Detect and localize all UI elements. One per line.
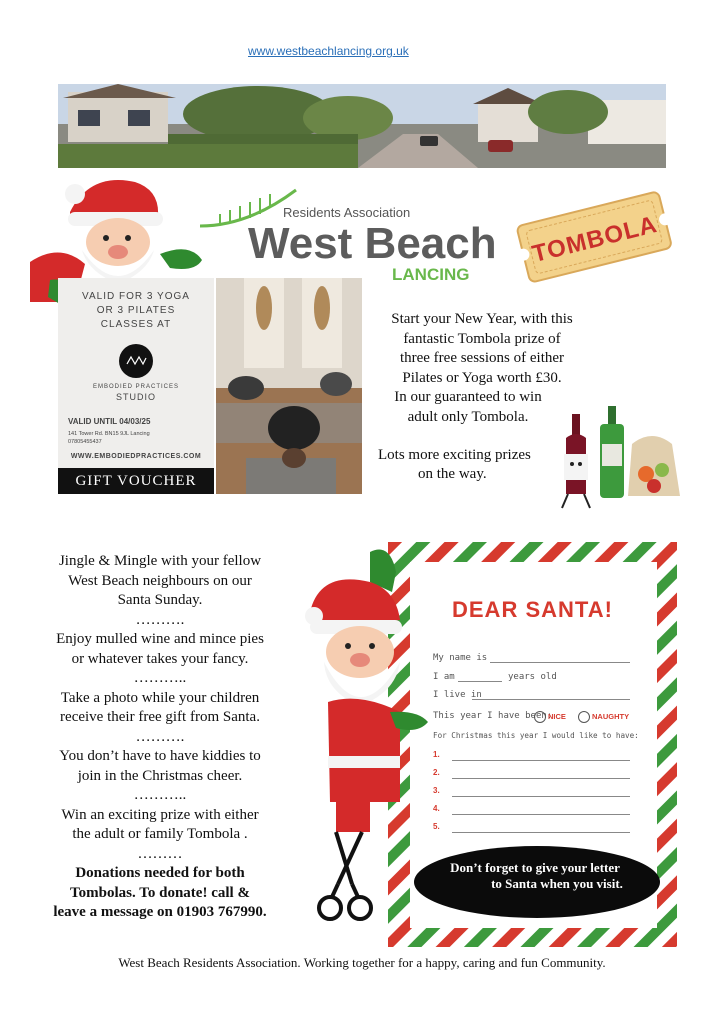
event-line: You don’t have to have kiddies to <box>59 748 261 764</box>
prize-line: Start your New Year, with this <box>391 311 573 327</box>
wish-line[interactable] <box>452 832 630 833</box>
event-line: receive their free gift from Santa. <box>60 709 260 725</box>
prize-line: In our guaranteed to win <box>394 389 542 405</box>
dear-santa-title: DEAR SANTA! <box>452 597 613 622</box>
donation-line: Donations needed for both <box>75 865 245 881</box>
event-line: Take a photo while your children <box>60 689 260 706</box>
wish-line[interactable] <box>452 760 630 761</box>
footer-slogan: West Beach Residents Association. Working together for a happy, caring and fun Community. <box>118 955 606 970</box>
website-link[interactable]: www.westbeachlancing.org.uk <box>248 44 409 58</box>
logo-residents-association: Residents Association <box>283 205 411 220</box>
more-prizes-line2: on the way. <box>418 466 487 482</box>
nice-radio[interactable] <box>534 711 546 723</box>
nice-label: NICE <box>548 712 566 721</box>
embodied-logo-icon <box>119 344 153 378</box>
donation-phone-line: leave a message on 01903 767990. <box>53 904 267 920</box>
form-name-label: My name is <box>433 653 488 663</box>
wish-number: 3. <box>433 786 440 795</box>
prize-line: adult only Tombola. <box>407 408 529 425</box>
event-line: the adult or family Tombola . <box>72 826 248 842</box>
form-wish-label: For Christmas this year I would like to have: <box>433 731 639 740</box>
event-divider: ……….. <box>133 670 187 686</box>
reminder-oval <box>414 846 660 918</box>
naughty-radio[interactable] <box>578 711 590 723</box>
gift-voucher <box>58 278 214 494</box>
form-live-line[interactable] <box>472 699 630 700</box>
voucher-brand1: EMBODIED PRACTICES <box>92 384 179 390</box>
form-age-label: I am <box>433 672 455 682</box>
event-divider: ………. <box>135 611 185 628</box>
naughty-label: NAUGHTY <box>592 712 630 721</box>
event-divider: ……….. <box>133 787 187 803</box>
reminder-line2: to Santa when you visit. <box>491 876 623 891</box>
event-description <box>32 552 288 923</box>
logo-lancing: LANCING <box>392 265 470 284</box>
voucher-address: 141 Tower Rd. BN15 9JL Lancing <box>68 431 150 437</box>
voucher-phone: 07805455437 <box>68 439 102 445</box>
voucher-website: WWW.EMBODIEDPRACTICES.COM <box>70 453 202 460</box>
form-been-label: This year I have been: <box>433 711 553 721</box>
wish-number: 5. <box>433 822 440 831</box>
event-line: Win an exciting prize with either <box>61 806 259 823</box>
event-line: West Beach neighbours on our <box>68 572 252 589</box>
voucher-line1: VALID FOR 3 YOGA <box>82 291 190 302</box>
more-prizes-line1: Lots more exciting prizes <box>378 447 531 463</box>
voucher-gift-label: GIFT VOUCHER <box>58 468 214 494</box>
tombola-ticket-label: TOMBOLA <box>529 210 661 269</box>
street-banner-photo <box>58 84 666 168</box>
wish-line[interactable] <box>452 814 630 815</box>
donation-line: Tombolas. To donate! call & <box>70 884 250 901</box>
event-divider: ………. <box>135 728 185 745</box>
wish-number: 2. <box>433 768 440 777</box>
scissors-icon <box>312 830 378 928</box>
wine-gin-hamper-illustration <box>554 404 690 516</box>
yoga-class-photo <box>216 278 362 494</box>
wish-line[interactable] <box>452 796 630 797</box>
event-line: Santa Sunday. <box>117 592 203 608</box>
prize-line: fantastic Tombola prize of <box>403 330 561 347</box>
voucher-line3: CLASSES AT <box>100 319 172 330</box>
santa-peeking-illustration <box>300 542 428 832</box>
wish-number: 1. <box>433 750 440 759</box>
voucher-line2: OR 3 PILATES <box>96 305 176 316</box>
wish-number: 4. <box>433 804 440 813</box>
reminder-line1: Don’t forget to give your letter <box>450 860 620 875</box>
event-line: Jingle & Mingle with your fellow <box>58 553 262 569</box>
event-divider: ……… <box>137 845 183 862</box>
wish-line[interactable] <box>452 778 630 779</box>
event-line: join in the Christmas cheer. <box>77 767 243 784</box>
form-name-line[interactable] <box>490 662 630 663</box>
prize-line: three free sessions of either <box>399 350 565 366</box>
event-line: Enjoy mulled wine and mince pies <box>56 631 264 647</box>
form-age-line[interactable] <box>458 681 502 682</box>
voucher-brand2: STUDIO <box>115 392 156 402</box>
event-line: or whatever takes your fancy. <box>71 650 249 667</box>
logo-west-beach: West Beach <box>248 219 497 268</box>
prize-line: Pilates or Yoga worth £30. <box>402 369 562 386</box>
form-live-label: I live in <box>433 690 482 700</box>
form-age-suffix: years old <box>508 672 557 682</box>
voucher-valid: VALID UNTIL 04/03/25 <box>68 417 151 426</box>
